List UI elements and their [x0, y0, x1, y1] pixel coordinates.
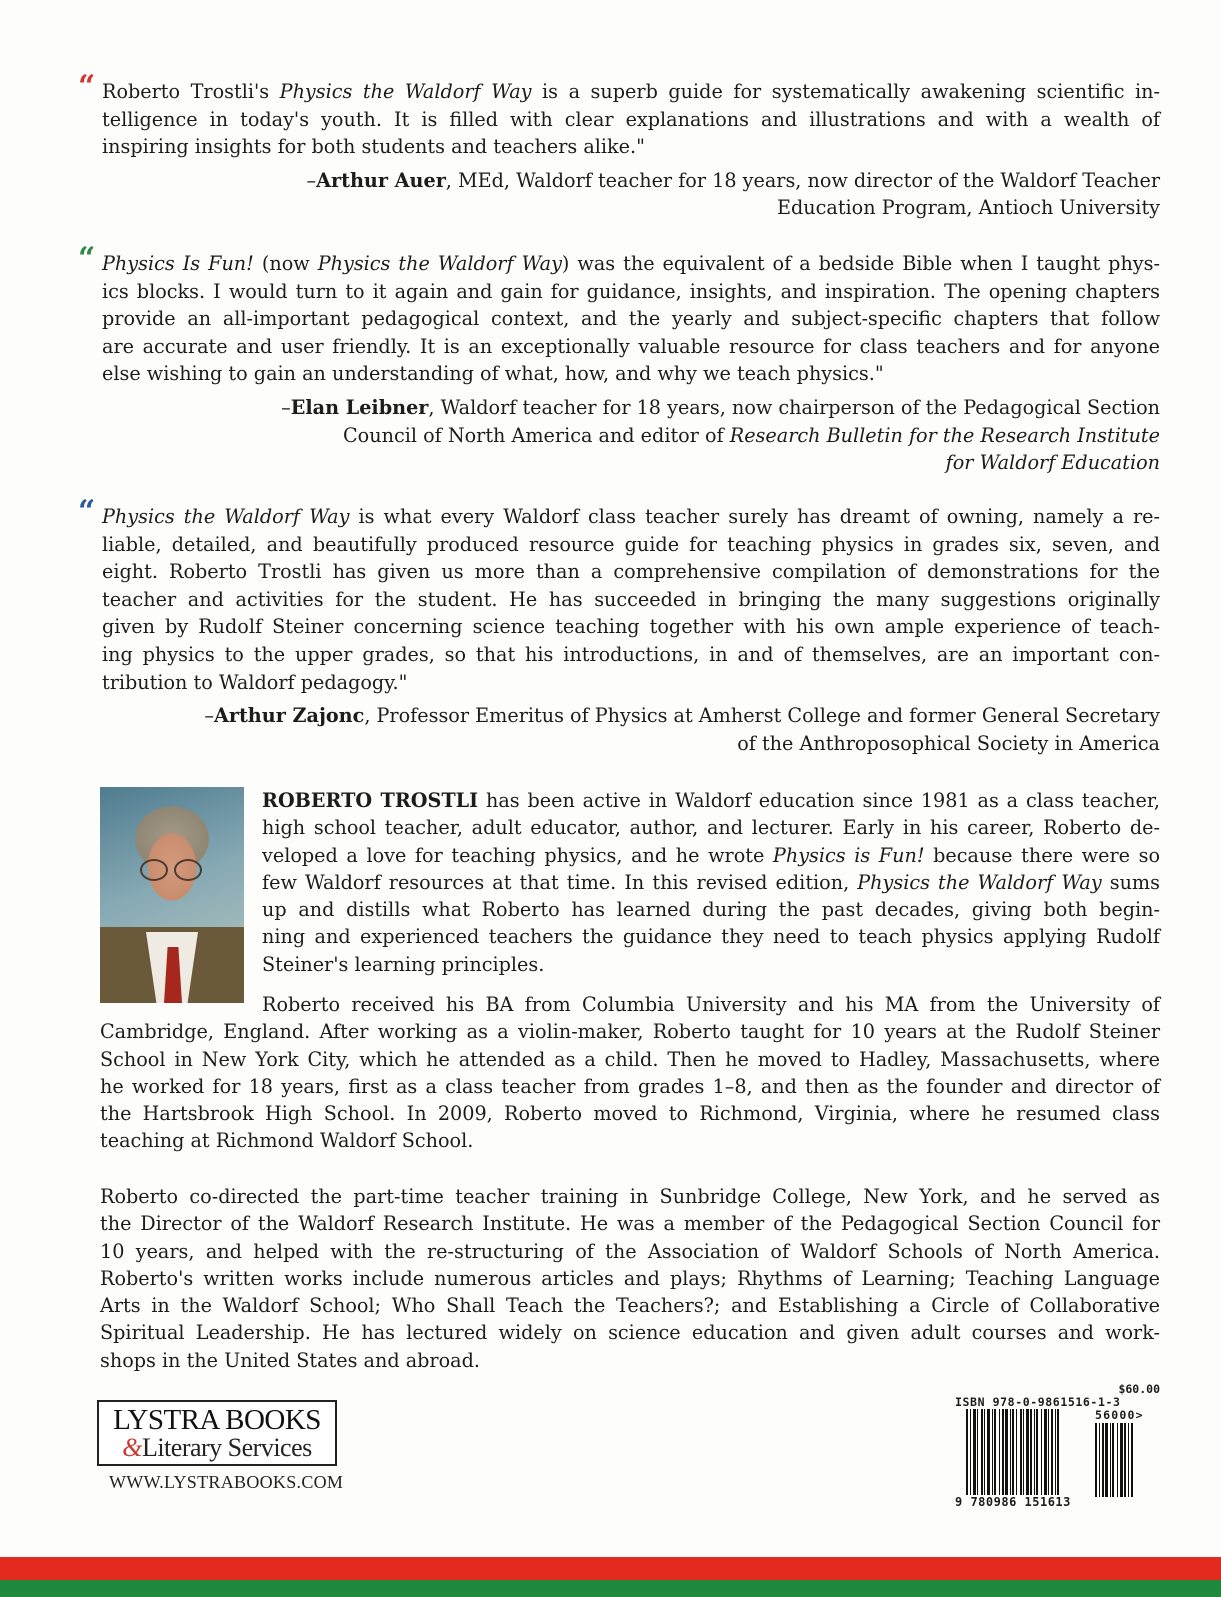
- publication-title: for Waldorf Education: [945, 451, 1160, 475]
- text-line: Roberto co-directed the part-time teacher training in Sunbridge College, New York, and he served as: [100, 1185, 1160, 1208]
- price-label: $60.00: [1118, 1382, 1160, 1396]
- attribution-credentials: , Professor Emeritus of Physics at Amherst College and former General Secretary: [364, 704, 1160, 728]
- attribution-credentials: of the Anthroposophical Society in America: [737, 731, 1160, 755]
- text-line: Roberto's written works include numerous articles and plays; Rhythms of Learning; Teaching Language: [100, 1266, 1160, 1290]
- text-line: Physics the Waldorf Way is what every Waldorf class teacher surely has dreamt of owning, namely a re-: [102, 505, 1160, 528]
- text-line: few Waldorf resources at that time. In this revised edition, Physics the Waldorf Way sums: [262, 870, 1160, 894]
- attribution-name: Arthur Auer: [316, 168, 446, 192]
- text-line: School in New York City, which he attended as a child. Then he moved to Hadley, Massachusetts, where: [100, 1047, 1160, 1071]
- text-line: veloped a love for teaching physics, and he wrote Physics is Fun! because there were so: [262, 843, 1160, 867]
- isbn-barcode-block: [955, 1382, 1170, 1509]
- text-line: given by Rudolf Steiner concerning science teaching together with his own ample experience of teach-: [102, 615, 1160, 639]
- publisher-name: LYSTRA BOOKS: [113, 1404, 321, 1436]
- attribution-credentials: , Waldorf teacher for 18 years, now chairperson of the Pedagogical Section: [428, 395, 1160, 419]
- quote-lines: [102, 250, 1160, 388]
- text-line: Physics Is Fun! (now Physics the Waldorf Way) was the equivalent of a bedside Bible when I taught phys-: [102, 252, 1160, 275]
- text-line: Spiritual Leadership. He has lectured widely on science education and given adult courses and work-: [100, 1321, 1160, 1345]
- quote-lines: [102, 78, 1160, 161]
- isbn-label: ISBN 978-0-9861516-1-3: [955, 1395, 1121, 1409]
- quote-attribution: –Arthur Zajonc, Professor Emeritus of Physics at Amherst College and former General Secretary of the Anthroposophical Society in America: [78, 702, 1160, 757]
- text-line: ROBERTO TROSTLI has been active in Waldorf education since 1981 as a class teacher,: [262, 789, 1160, 812]
- endorsement-quote-2: [78, 241, 1160, 477]
- photo-glasses: [140, 859, 204, 879]
- text-line: else wishing to gain an understanding of what, how, and why we teach physics.": [102, 362, 884, 386]
- text-line: liable, detailed, and beautifully produced resource guide for teaching physics in grades six, seven, and: [102, 532, 1160, 556]
- text-line: teaching at Richmond Waldorf School.: [100, 1129, 474, 1153]
- endorsement-quote-1: [78, 69, 1160, 222]
- text-line: shops in the United States and abroad.: [100, 1348, 480, 1372]
- bio-paragraph-2: [100, 991, 1160, 1155]
- barcode-addon-icon: [1095, 1423, 1155, 1497]
- text-line: ning and experienced teachers the guidance they need to teach physics applying Rudolf: [262, 925, 1160, 949]
- text-line: high school teacher, adult educator, author, and lecturer. Early in his career, Roberto de-: [262, 816, 1160, 840]
- price-addon-label: 56000>: [1095, 1408, 1144, 1422]
- ampersand-glyph: &: [122, 1433, 142, 1462]
- quote-body: [78, 494, 1160, 696]
- bio-paragraph-1: [262, 787, 1160, 978]
- decorative-stripe-red: [0, 1557, 1221, 1580]
- attribution-name: Arthur Zajonc: [213, 704, 365, 728]
- quote-mark-icon: “: [78, 494, 96, 529]
- quote-mark-icon: “: [78, 241, 96, 276]
- attribution-credentials: , MEd, Waldorf teacher for 18 years, now director of the Waldorf Teacher: [445, 168, 1160, 192]
- barcode-ean13-icon: [966, 1409, 1084, 1497]
- publisher-subtitle: Literary Services: [141, 1433, 312, 1462]
- attribution-credentials: Education Program, Antioch University: [777, 196, 1160, 220]
- text-line: up and distills what Roberto has learned during the past decades, giving both begin-: [262, 898, 1160, 922]
- quote-body: [78, 69, 1160, 161]
- quote-attribution: –Elan Leibner, Waldorf teacher for 18 years, now chairperson of the Pedagogical Section Council of North America and editor of Research Bulletin for the Research Institute for Waldorf Education: [281, 395, 1160, 475]
- quote-lines: [102, 503, 1160, 696]
- text-line: teacher and activities for the student. He has succeeded in bringing the many suggestions originally: [102, 587, 1160, 611]
- bio-paragraph-3: [100, 1183, 1160, 1374]
- bio-lines: [100, 991, 1160, 1155]
- publisher-logo: [97, 1400, 343, 1493]
- quote-attribution: –Arthur Auer, MEd, Waldorf teacher for 18 years, now director of the Waldorf Teacher Education Program, Antioch University: [78, 167, 1160, 222]
- bio-lines: [262, 787, 1160, 978]
- text-line: the Hartsbrook High School. In 2009, Roberto moved to Richmond, Virginia, where he resumed class: [100, 1102, 1160, 1126]
- quote-body: [78, 241, 1160, 388]
- text-line: inspiring insights for both students and teachers alike.": [102, 135, 645, 159]
- text-line: eight. Roberto Trostli has given us more than a comprehensive compilation of demonstrations for the: [102, 560, 1160, 584]
- text-line: 10 years, and helped with the re-structuring of the Association of Waldorf Schools of North America.: [100, 1239, 1160, 1263]
- text-line: telligence in today's youth. It is filled with clear explanations and illustrations and with a wealth of: [102, 107, 1160, 131]
- publication-title: Research Bulletin for the Research Institute: [729, 423, 1160, 447]
- text-line: ics blocks. I would turn to it again and gain for guidance, insights, and inspiration. The opening chapters: [102, 279, 1160, 303]
- text-line: are accurate and user friendly. It is an exceptionally valuable resource for class teachers and for anyone: [102, 334, 1160, 358]
- text-line: provide an all-important pedagogical context, and the yearly and subject-specific chapters that follow: [102, 307, 1160, 331]
- text-line: Roberto received his BA from Columbia University and his MA from the University of: [262, 993, 1160, 1016]
- text-line: tribution to Waldorf pedagogy.": [102, 670, 408, 694]
- attribution-credentials: Council of North America and editor of: [343, 423, 730, 447]
- text-line: Arts in the Waldorf School; Who Shall Teach the Teachers?; and Establishing a Circle of Collaborative: [100, 1294, 1160, 1318]
- publisher-logo-box: [97, 1400, 337, 1466]
- text-line: he worked for 18 years, first as a class teacher from grades 1–8, and then as the founder and director of: [100, 1074, 1160, 1098]
- author-photo: [100, 787, 244, 1003]
- text-line: Roberto Trostli's Physics the Waldorf Way is a superb guide for systematically awakening scientific in-: [102, 80, 1160, 103]
- text-line: Steiner's learning principles.: [262, 952, 545, 976]
- endorsement-quote-3: [78, 494, 1160, 757]
- attribution-name: Elan Leibner: [290, 395, 429, 419]
- quote-mark-icon: “: [78, 69, 96, 104]
- text-line: ing physics to the upper grades, so that his introductions, in and of themselves, are an important con-: [102, 642, 1160, 666]
- publisher-url: WWW.LYSTRABOOKS.COM: [109, 1472, 344, 1492]
- barcode-digits: 9 780986 151613: [955, 1495, 1071, 1509]
- bio-lines: [100, 1183, 1160, 1374]
- text-line: Cambridge, England. After working as a violin-maker, Roberto taught for 10 years at the Rudolf Steiner: [100, 1020, 1160, 1044]
- decorative-stripe-green: [0, 1580, 1221, 1597]
- text-line: the Director of the Waldorf Research Institute. He was a member of the Pedagogical Section Council for: [100, 1212, 1160, 1236]
